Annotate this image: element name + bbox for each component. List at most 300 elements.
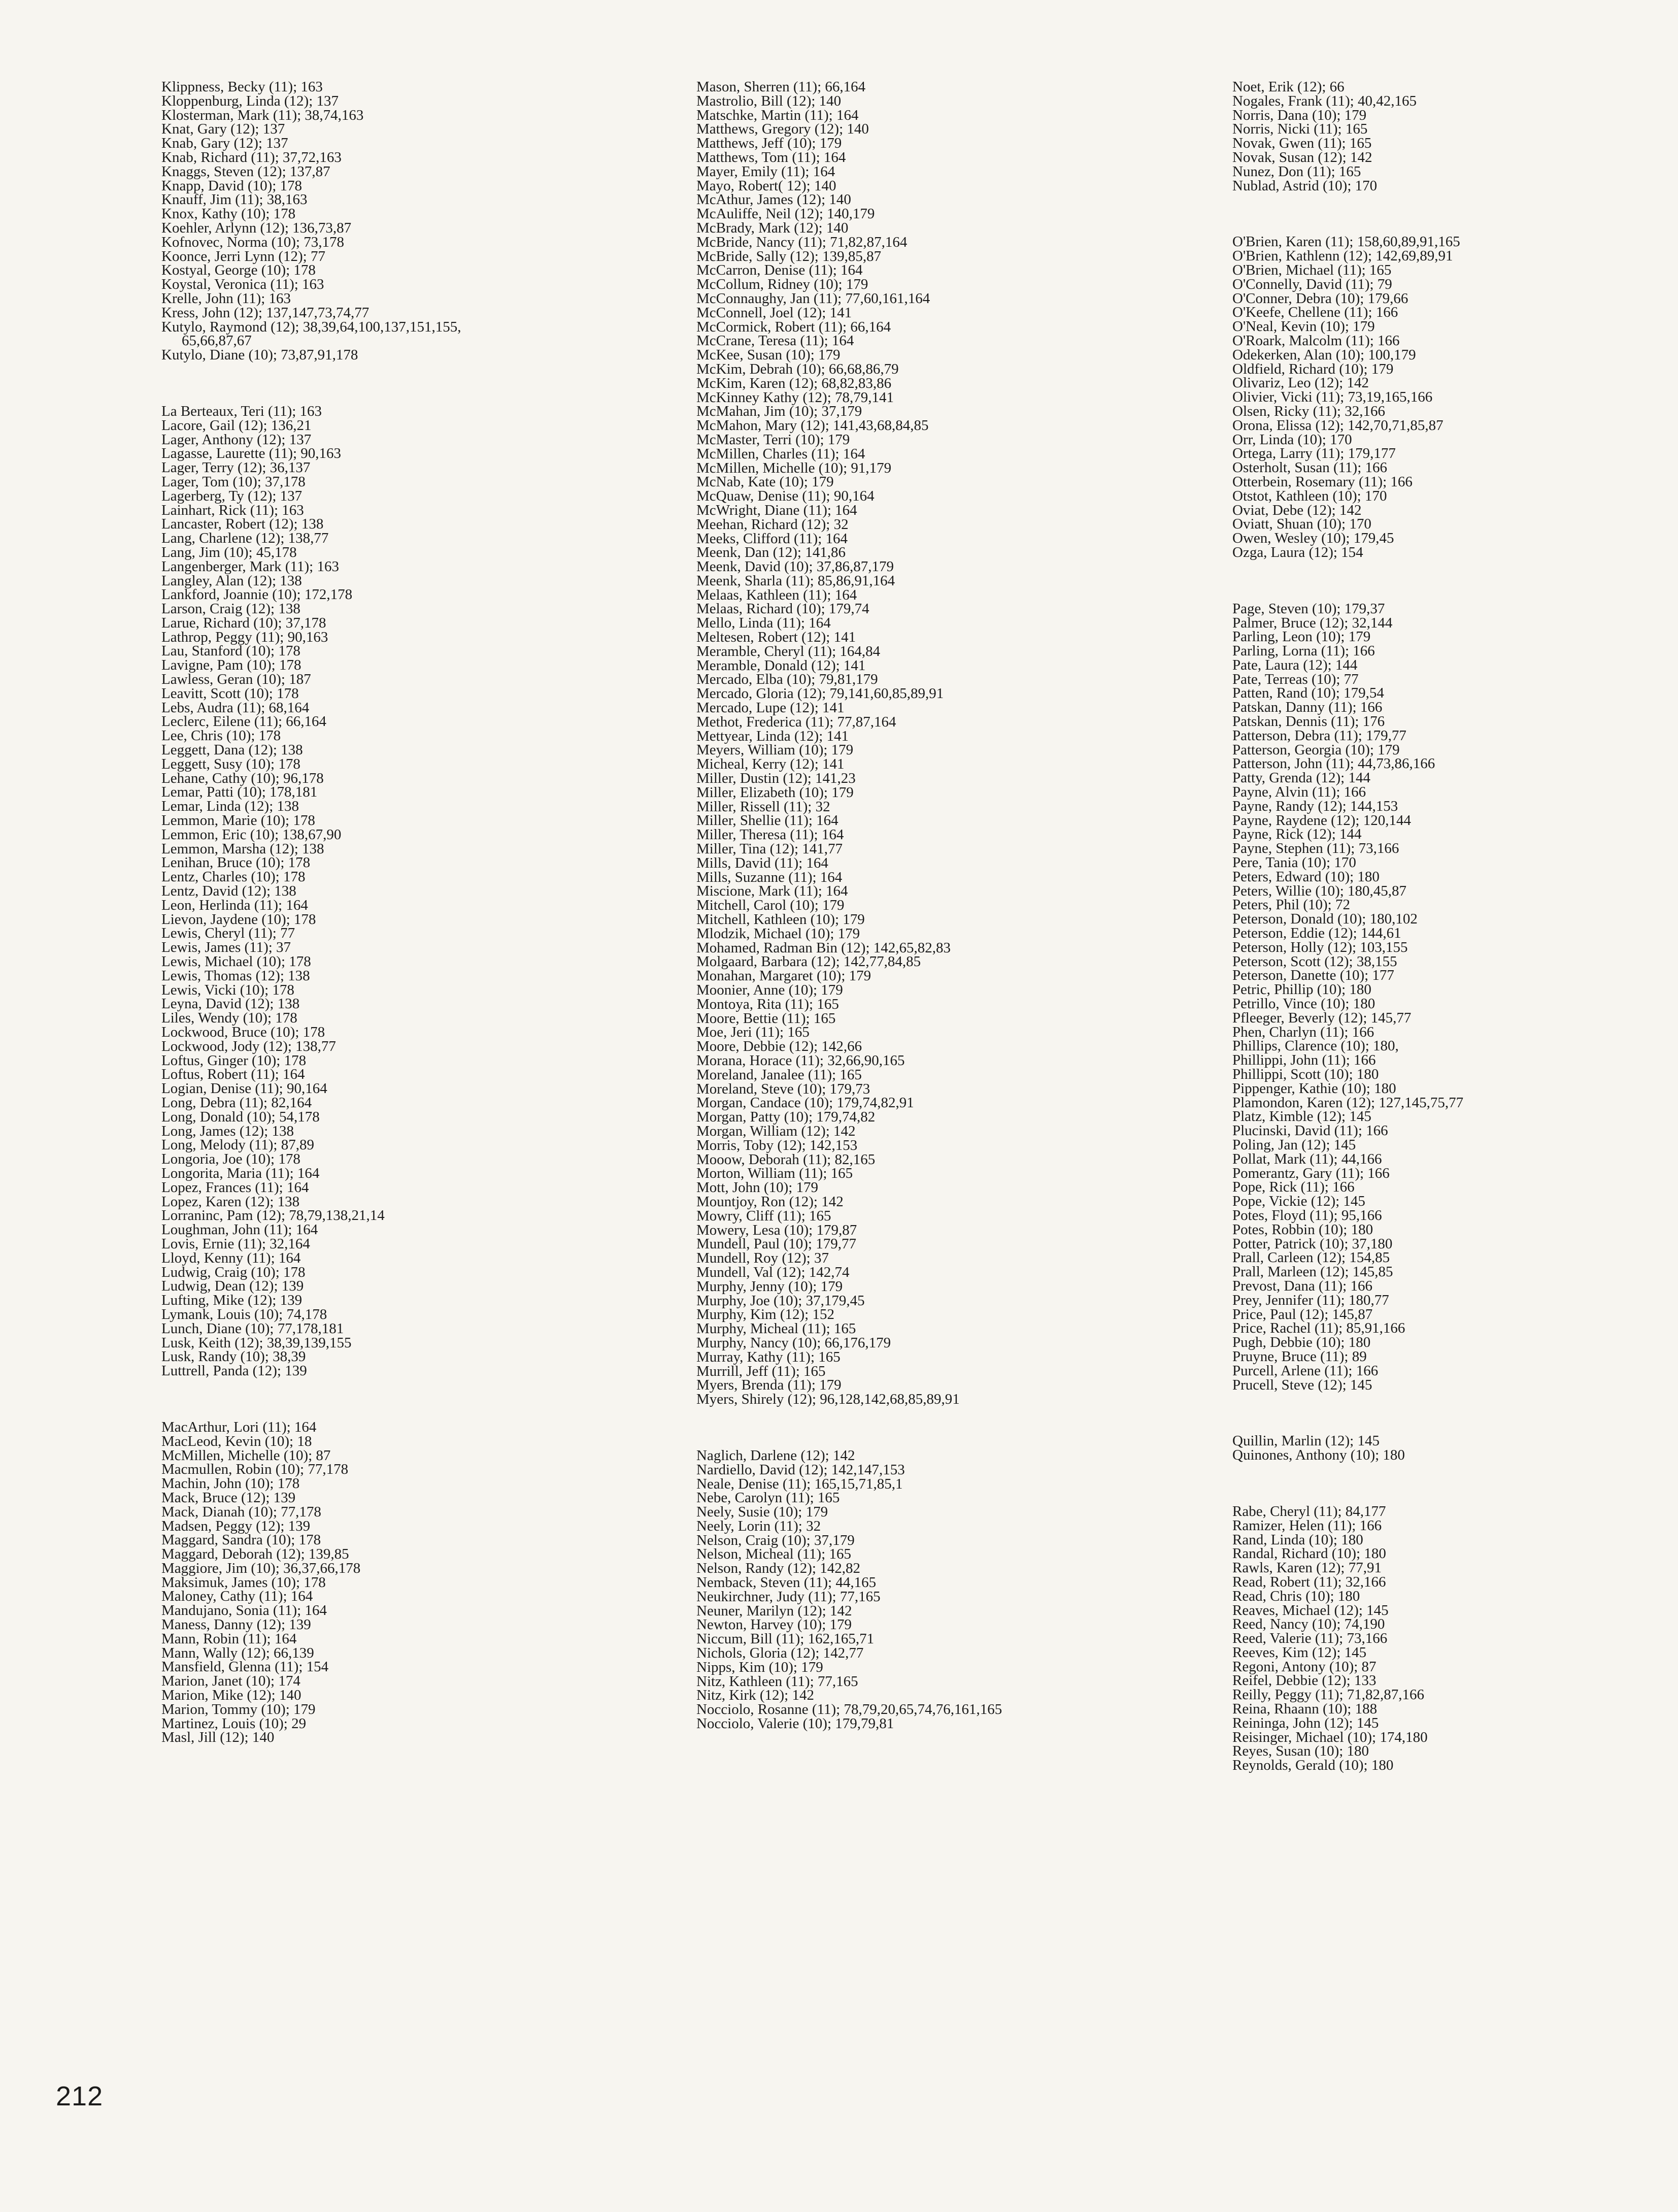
index-entry: Phillips, Clarence (10); 180, bbox=[1232, 1038, 1399, 1054]
index-entry: McQuaw, Denise (11); 90,164 bbox=[696, 488, 875, 505]
index-entry: Lebs, Audra (11); 68,164 bbox=[161, 699, 310, 716]
index-column-1 bbox=[161, 80, 669, 1745]
index-entry: Read, Chris (10); 180 bbox=[1232, 1588, 1360, 1604]
letter-section-divider bbox=[1232, 560, 1649, 602]
index-entry: Kutylo, Diane (10); 73,87,91,178 bbox=[161, 347, 358, 364]
index-entry: McNab, Kate (10); 179 bbox=[696, 474, 834, 490]
index-entry: Mundell, Val (12); 142,74 bbox=[696, 1264, 850, 1280]
index-entry: Moore, Bettie (11); 165 bbox=[696, 1010, 836, 1027]
index-entry: Petrillo, Vince (10); 180 bbox=[1232, 996, 1375, 1012]
index-entry: Lufting, Mike (12); 139 bbox=[161, 1292, 303, 1309]
index-entry: Kutylo, Raymond (12); 38,39,64,100,137,151,155, bbox=[161, 318, 461, 335]
index-entry: Leclerc, Eilene (11); 66,164 bbox=[161, 713, 327, 730]
index-entry: Marion, Tommy (10); 179 bbox=[161, 1701, 316, 1718]
index-entry: Payne, Randy (12); 144,153 bbox=[1232, 798, 1398, 814]
index-entry: Marion, Janet (10); 174 bbox=[161, 1673, 300, 1690]
index-entry: Pope, Vickie (12); 145 bbox=[1232, 1193, 1365, 1210]
index-entry: Pate, Terreas (10); 77 bbox=[1232, 671, 1359, 687]
index-entry: Meehan, Richard (12); 32 bbox=[696, 516, 849, 533]
index-entry: Mack, Dianah (10); 77,178 bbox=[161, 1503, 321, 1520]
index-entry: Lathrop, Peggy (11); 90,163 bbox=[161, 629, 328, 645]
index-entry: Morana, Horace (11); 32,66,90,165 bbox=[696, 1052, 905, 1069]
index-entry: Ludwig, Dean (12); 139 bbox=[161, 1278, 304, 1295]
index-entry: Mack, Bruce (12); 139 bbox=[161, 1489, 296, 1506]
index-entry: Lievon, Jaydene (10); 178 bbox=[161, 911, 316, 928]
index-entry: Knauff, Jim (11); 38,163 bbox=[161, 191, 308, 208]
index-entry: O'Connelly, David (11); 79 bbox=[1232, 276, 1392, 292]
index-entry: Lopez, Karen (12); 138 bbox=[161, 1193, 300, 1210]
index-entry: Maksimuk, James (10); 178 bbox=[161, 1574, 326, 1591]
index-entry: Matthews, Gregory (12); 140 bbox=[696, 121, 869, 138]
index-entry: McMillen, Michelle (10); 91,179 bbox=[696, 459, 892, 476]
index-entry: Pollat, Mark (11); 44,166 bbox=[1232, 1150, 1382, 1167]
index-entry: Mandujano, Sonia (11); 164 bbox=[161, 1602, 327, 1619]
index-entry: La Berteaux, Teri (11); 163 bbox=[161, 403, 322, 419]
index-entry: Oviatt, Shuan (10); 170 bbox=[1232, 516, 1371, 533]
index-entry: Lau, Stanford (10); 178 bbox=[161, 643, 300, 659]
index-entry: Lewis, Vicki (10); 178 bbox=[161, 981, 294, 998]
index-entry: Mercado, Elba (10); 79,81,179 bbox=[696, 671, 878, 688]
index-entry: Newton, Harvey (10); 179 bbox=[696, 1616, 852, 1633]
letter-section-divider bbox=[1232, 193, 1649, 235]
index-entry: Murrill, Jeff (11); 165 bbox=[696, 1363, 826, 1379]
index-entry: McCarron, Denise (11); 164 bbox=[696, 262, 863, 279]
index-entry: O'Roark, Malcolm (11); 166 bbox=[1232, 332, 1400, 349]
index-entry: Lemmon, Marie (10); 178 bbox=[161, 812, 315, 829]
index-entry: Mlodzik, Michael (10); 179 bbox=[696, 925, 860, 942]
index-entry: Peterson, Danette (10); 177 bbox=[1232, 967, 1394, 984]
index-entry: Lager, Tom (10); 37,178 bbox=[161, 473, 306, 490]
index-entry: Leon, Herlinda (11); 164 bbox=[161, 897, 308, 913]
index-entry: McMahan, Jim (10); 37,179 bbox=[696, 403, 862, 420]
index-entry: Mason, Sherren (11); 66,164 bbox=[696, 79, 866, 95]
index-entry: Matthews, Tom (11); 164 bbox=[696, 149, 846, 166]
index-entry: Ozga, Laura (12); 154 bbox=[1232, 544, 1363, 560]
index-entry: Logian, Denise (11); 90,164 bbox=[161, 1080, 327, 1097]
index-entry: Lockwood, Jody (12); 138,77 bbox=[161, 1038, 336, 1054]
index-entry: Machin, John (10); 178 bbox=[161, 1475, 300, 1492]
index-entry: Neale, Denise (11); 165,15,71,85,1 bbox=[696, 1475, 903, 1492]
index-entry: Koonce, Jerri Lynn (12); 77 bbox=[161, 248, 325, 265]
index-entry: Ludwig, Craig (10); 178 bbox=[161, 1264, 306, 1280]
index-entry: Reynolds, Gerald (10); 180 bbox=[1232, 1757, 1394, 1774]
index-entry: Mastrolio, Bill (12); 140 bbox=[696, 92, 842, 109]
index-entry: Odekerken, Alan (10); 100,179 bbox=[1232, 346, 1416, 363]
index-entry: Nogales, Frank (11); 40,42,165 bbox=[1232, 92, 1417, 109]
index-entry: Kofnovec, Norma (10); 73,178 bbox=[161, 234, 344, 250]
index-entry: Quinones, Anthony (10); 180 bbox=[1232, 1447, 1405, 1464]
index-entry: Moe, Jeri (11); 165 bbox=[696, 1024, 810, 1041]
index-entry: Lockwood, Bruce (10); 178 bbox=[161, 1024, 325, 1040]
index-entry: Meeks, Clifford (11); 164 bbox=[696, 530, 848, 547]
index-entry: Lewis, Cheryl (11); 77 bbox=[161, 925, 295, 942]
index-entry: Luttrell, Panda (12); 139 bbox=[161, 1363, 307, 1379]
index-entry: Payne, Rick (12); 144 bbox=[1232, 826, 1362, 843]
index-entry: Nardiello, David (12); 142,147,153 bbox=[696, 1461, 905, 1478]
index-entry: McMaster, Terri (10); 179 bbox=[696, 431, 850, 448]
index-entry: Lang, Jim (10); 45,178 bbox=[161, 544, 297, 560]
index-entry: McKim, Karen (12); 68,82,83,86 bbox=[696, 375, 892, 391]
index-entry: Lenihan, Bruce (10); 178 bbox=[161, 854, 311, 871]
index-entry: Maggard, Sandra (10); 178 bbox=[161, 1532, 321, 1548]
index-entry: Otstot, Kathleen (10); 170 bbox=[1232, 487, 1387, 504]
index-entry: Rawls, Karen (12); 77,91 bbox=[1232, 1560, 1382, 1576]
index-entry: Read, Robert (11); 32,166 bbox=[1232, 1573, 1386, 1590]
index-entry: O'Keefe, Chellene (11); 166 bbox=[1232, 304, 1398, 321]
index-entry: Patskan, Dennis (11); 176 bbox=[1232, 713, 1385, 730]
index-entry: Reifel, Debbie (12); 133 bbox=[1232, 1672, 1377, 1689]
index-entry: Regoni, Antony (10); 87 bbox=[1232, 1658, 1377, 1675]
index-entry: Monahan, Margaret (10); 179 bbox=[696, 968, 871, 984]
index-entry: O'Brien, Kathlenn (12); 142,69,89,91 bbox=[1232, 248, 1453, 265]
index-entry: Platz, Kimble (12); 145 bbox=[1232, 1108, 1371, 1125]
index-entry: Page, Steven (10); 179,37 bbox=[1232, 600, 1385, 617]
index-entry: Pruyne, Bruce (11); 89 bbox=[1232, 1348, 1367, 1365]
index-entry: Phillippi, John (11); 166 bbox=[1232, 1052, 1376, 1069]
index-entry: Klippness, Becky (11); 163 bbox=[161, 79, 323, 95]
index-entry: Lorraninc, Pam (12); 78,79,138,21,14 bbox=[161, 1207, 385, 1224]
index-entry: Nelson, Micheal (11); 165 bbox=[696, 1546, 851, 1563]
index-entry: Kress, John (12); 137,147,73,74,77 bbox=[161, 304, 370, 321]
index-entry: O'Neal, Kevin (10); 179 bbox=[1232, 318, 1375, 335]
index-entry: Potes, Robbin (10); 180 bbox=[1232, 1221, 1373, 1238]
page-number: 212 bbox=[56, 2081, 104, 2111]
index-entry: Lusk, Randy (10); 38,39 bbox=[161, 1348, 306, 1365]
index-entry: McAuliffe, Neil (12); 140,179 bbox=[696, 206, 875, 222]
index-entry: Nitz, Kathleen (11); 77,165 bbox=[696, 1673, 858, 1690]
index-entry: Knapp, David (10); 178 bbox=[161, 177, 303, 194]
index-entry: Mello, Linda (11); 164 bbox=[696, 615, 831, 632]
index-entry: Nemback, Steven (11); 44,165 bbox=[696, 1574, 877, 1591]
index-entry: McBride, Sally (12); 139,85,87 bbox=[696, 248, 882, 265]
index-entry: Matschke, Martin (11); 164 bbox=[696, 107, 859, 123]
index-entry: Poling, Jan (12); 145 bbox=[1232, 1136, 1356, 1153]
index-entry: Miller, Shellie (11); 164 bbox=[696, 812, 838, 829]
index-entry: Lentz, David (12); 138 bbox=[161, 883, 296, 900]
index-entry: Phillippi, Scott (10); 180 bbox=[1232, 1066, 1379, 1082]
index-entry: Myers, Shirely (12); 96,128,142,68,85,89,91 bbox=[696, 1391, 960, 1408]
index-entry: Melaas, Richard (10); 179,74 bbox=[696, 601, 869, 617]
index-entry: 65,66,87,67 bbox=[182, 333, 252, 349]
index-entry: Nipps, Kim (10); 179 bbox=[696, 1659, 823, 1675]
index-entry: McKinney Kathy (12); 78,79,141 bbox=[696, 389, 894, 406]
index-entry: Noet, Erik (12); 66 bbox=[1232, 79, 1345, 95]
index-entry: Leyna, David (12); 138 bbox=[161, 996, 300, 1012]
index-entry: Pope, Rick (11); 166 bbox=[1232, 1179, 1355, 1196]
index-entry: Maloney, Cathy (11); 164 bbox=[161, 1588, 313, 1605]
letter-section-divider bbox=[1232, 1463, 1649, 1505]
index-entry: Prall, Carleen (12); 154,85 bbox=[1232, 1249, 1390, 1266]
index-entry: Prall, Marleen (12); 145,85 bbox=[1232, 1264, 1393, 1280]
index-entry: McWright, Diane (11); 164 bbox=[696, 502, 857, 518]
index-column-3 bbox=[1232, 80, 1649, 1773]
index-entry: Lee, Chris (10); 178 bbox=[161, 728, 281, 744]
index-entry: O'Brien, Karen (11); 158,60,89,91,165 bbox=[1232, 234, 1460, 250]
index-entry: Lopez, Frances (11); 164 bbox=[161, 1179, 309, 1196]
index-entry: Mills, David (11); 164 bbox=[696, 854, 828, 871]
index-entry: Moreland, Janalee (11); 165 bbox=[696, 1066, 862, 1083]
index-entry: Long, Debra (11); 82,164 bbox=[161, 1094, 312, 1111]
index-entry: Mooow, Deborah (11); 82,165 bbox=[696, 1151, 876, 1168]
index-entry: Maggard, Deborah (12); 139,85 bbox=[161, 1546, 349, 1563]
index-entry: Peterson, Scott (12); 38,155 bbox=[1232, 953, 1397, 970]
index-entry: Nublad, Astrid (10); 170 bbox=[1232, 177, 1378, 194]
index-entry: Koystal, Veronica (11); 163 bbox=[161, 276, 324, 293]
index-entry: Matthews, Jeff (10); 179 bbox=[696, 135, 842, 152]
index-entry: Martinez, Louis (10); 29 bbox=[161, 1715, 307, 1732]
index-entry: Randal, Richard (10); 180 bbox=[1232, 1545, 1386, 1562]
index-entry: Loughman, John (11); 164 bbox=[161, 1221, 318, 1238]
index-entry: Murray, Kathy (11); 165 bbox=[696, 1348, 841, 1365]
index-entry: Mann, Wally (12); 66,139 bbox=[161, 1644, 314, 1661]
index-entry: Niccum, Bill (11); 162,165,71 bbox=[696, 1631, 875, 1647]
index-entry: MacLeod, Kevin (10); 18 bbox=[161, 1433, 312, 1449]
index-entry: Lloyd, Kenny (11); 164 bbox=[161, 1249, 301, 1266]
index-entry: Neuner, Marilyn (12); 142 bbox=[696, 1602, 852, 1619]
index-entry: Pomerantz, Gary (11); 166 bbox=[1232, 1165, 1390, 1181]
index-entry: Neely, Lorin (11); 32 bbox=[696, 1517, 821, 1534]
index-entry: Nelson, Craig (10); 37,179 bbox=[696, 1532, 855, 1548]
index-entry: Mayer, Emily (11); 164 bbox=[696, 163, 835, 180]
index-entry: McMillen, Charles (11); 164 bbox=[696, 445, 865, 462]
index-entry: Lacore, Gail (12); 136,21 bbox=[161, 417, 312, 434]
index-entry: Mountjoy, Ron (12); 142 bbox=[696, 1193, 844, 1210]
index-entry: Mills, Suzanne (11); 164 bbox=[696, 869, 843, 885]
index-entry: Knaggs, Steven (12); 137,87 bbox=[161, 163, 330, 180]
index-entry: Miller, Tina (12); 141,77 bbox=[696, 841, 843, 857]
index-entry: Longorita, Maria (11); 164 bbox=[161, 1165, 320, 1181]
index-entry: Reisinger, Michael (10); 174,180 bbox=[1232, 1729, 1428, 1745]
index-entry: Rabe, Cheryl (11); 84,177 bbox=[1232, 1503, 1386, 1520]
index-entry: Long, Melody (11); 87,89 bbox=[161, 1137, 314, 1153]
index-entry: Reina, Rhaann (10); 188 bbox=[1232, 1701, 1378, 1718]
index-entry: Lancaster, Robert (12); 138 bbox=[161, 516, 324, 533]
index-entry: Mowery, Lesa (10); 179,87 bbox=[696, 1221, 857, 1238]
index-entry: Murphy, Jenny (10); 179 bbox=[696, 1278, 843, 1295]
index-entry: Morton, William (11); 165 bbox=[696, 1165, 853, 1182]
index-entry: Prey, Jennifer (11); 180,77 bbox=[1232, 1292, 1389, 1308]
index-entry: Mott, John (10); 179 bbox=[696, 1179, 819, 1196]
index-entry: Lemmon, Marsha (12); 138 bbox=[161, 840, 324, 857]
index-entry: Oldfield, Richard (10); 179 bbox=[1232, 360, 1394, 377]
index-entry: Peterson, Holly (12); 103,155 bbox=[1232, 939, 1408, 955]
index-entry: Reed, Nancy (10); 74,190 bbox=[1232, 1616, 1385, 1633]
index-entry: Murphy, Micheal (11); 165 bbox=[696, 1320, 856, 1337]
index-entry: Pippenger, Kathie (10); 180 bbox=[1232, 1080, 1396, 1097]
index-entry: Patterson, Debra (11); 179,77 bbox=[1232, 727, 1406, 744]
index-entry: Purcell, Arlene (11); 166 bbox=[1232, 1362, 1379, 1379]
index-entry: Meltesen, Robert (12); 141 bbox=[696, 629, 856, 646]
index-entry: Patskan, Danny (11); 166 bbox=[1232, 699, 1383, 716]
index-entry: Moonier, Anne (10); 179 bbox=[696, 982, 843, 998]
index-entry: Miller, Dustin (12); 141,23 bbox=[696, 770, 856, 787]
index-entry: Parling, Lorna (11); 166 bbox=[1232, 643, 1375, 659]
index-entry: Nitz, Kirk (12); 142 bbox=[696, 1687, 814, 1704]
index-entry: Otterbein, Rosemary (11); 166 bbox=[1232, 473, 1413, 490]
index-entry: Quillin, Marlin (12); 145 bbox=[1232, 1433, 1380, 1449]
index-entry: McConnell, Joel (12); 141 bbox=[696, 304, 852, 321]
index-entry: Murphy, Joe (10); 37,179,45 bbox=[696, 1292, 865, 1309]
index-entry: Phen, Charlyn (11); 166 bbox=[1232, 1024, 1374, 1040]
index-entry: Long, James (12); 138 bbox=[161, 1122, 294, 1139]
index-entry: Langenberger, Mark (11); 163 bbox=[161, 558, 339, 575]
index-entry: Lager, Anthony (12); 137 bbox=[161, 431, 312, 448]
index-entry: Knox, Kathy (10); 178 bbox=[161, 206, 296, 222]
index-entry: Nocciolo, Valerie (10); 179,79,81 bbox=[696, 1715, 894, 1732]
index-entry: Petric, Phillip (10); 180 bbox=[1232, 981, 1371, 998]
index-entry: Potes, Floyd (11); 95,166 bbox=[1232, 1207, 1382, 1224]
index-entry: McCollum, Ridney (10); 179 bbox=[696, 276, 868, 293]
index-entry: Lymank, Louis (10); 74,178 bbox=[161, 1306, 327, 1323]
index-entry: Nebe, Carolyn (11); 165 bbox=[696, 1490, 840, 1506]
index-entry: Lawless, Geran (10); 187 bbox=[161, 671, 311, 688]
index-entry: Owen, Wesley (10); 179,45 bbox=[1232, 530, 1394, 547]
index-entry: Nocciolo, Rosanne (11); 78,79,20,65,74,76,161,165 bbox=[696, 1701, 1002, 1718]
index-entry: Masl, Jill (12); 140 bbox=[161, 1729, 275, 1746]
index-entry: Leggett, Dana (12); 138 bbox=[161, 742, 303, 758]
index-entry: MacArthur, Lori (11); 164 bbox=[161, 1418, 317, 1435]
letter-section-divider bbox=[161, 362, 669, 405]
index-entry: Patterson, Georgia (10); 179 bbox=[1232, 741, 1400, 758]
index-entry: Lovis, Ernie (11); 32,164 bbox=[161, 1235, 310, 1252]
index-entry: Pere, Tania (10); 170 bbox=[1232, 854, 1356, 871]
index-entry: Mayo, Robert( 12); 140 bbox=[696, 177, 836, 194]
index-entry: McConnaughy, Jan (11); 77,60,161,164 bbox=[696, 290, 930, 307]
index-entry: O'Conner, Debra (10); 179,66 bbox=[1232, 290, 1408, 307]
index-entry: Naglich, Darlene (12); 142 bbox=[696, 1447, 855, 1464]
index-entry: Price, Paul (12); 145,87 bbox=[1232, 1306, 1373, 1323]
index-entry: Miller, Elizabeth (10); 179 bbox=[696, 784, 854, 801]
index-entry: Nunez, Don (11); 165 bbox=[1232, 163, 1361, 180]
index-entry: Loftus, Ginger (10); 178 bbox=[161, 1052, 307, 1069]
index-entry: Oviat, Debe (12); 142 bbox=[1232, 502, 1362, 518]
index-entry: Madsen, Peggy (12); 139 bbox=[161, 1517, 311, 1534]
index-entry: Moreland, Steve (10); 179,73 bbox=[696, 1080, 870, 1097]
index-entry: Price, Rachel (11); 85,91,166 bbox=[1232, 1320, 1405, 1337]
index-entry: Myers, Brenda (11); 179 bbox=[696, 1377, 842, 1394]
index-entry: Pate, Laura (12); 144 bbox=[1232, 656, 1358, 673]
index-entry: McMahon, Mary (12); 141,43,68,84,85 bbox=[696, 417, 929, 434]
index-entry: Kostyal, George (10); 178 bbox=[161, 262, 316, 279]
index-entry: Lemmon, Eric (10); 138,67,90 bbox=[161, 826, 342, 843]
index-entry: McCormick, Robert (11); 66,164 bbox=[696, 318, 891, 335]
index-entry: Moore, Debbie (12); 142,66 bbox=[696, 1038, 862, 1055]
index-entry: Reeves, Kim (12); 145 bbox=[1232, 1644, 1367, 1661]
index-entry: Mitchell, Kathleen (10); 179 bbox=[696, 911, 865, 928]
index-entry: Payne, Alvin (11); 166 bbox=[1232, 784, 1366, 801]
index-entry: Olivier, Vicki (11); 73,19,165,166 bbox=[1232, 389, 1433, 406]
index-entry: Pugh, Debbie (10); 180 bbox=[1232, 1334, 1371, 1351]
index-entry: Larson, Craig (12); 138 bbox=[161, 601, 300, 617]
index-entry: Murphy, Nancy (10); 66,176,179 bbox=[696, 1334, 891, 1351]
index-entry: Olivariz, Leo (12); 142 bbox=[1232, 375, 1369, 391]
index-entry: Lagerberg, Ty (12); 137 bbox=[161, 487, 303, 504]
index-entry: Ramizer, Helen (11); 166 bbox=[1232, 1517, 1382, 1534]
index-entry: Plucinski, David (11); 166 bbox=[1232, 1122, 1388, 1139]
index-entry: Norris, Nicki (11); 165 bbox=[1232, 121, 1368, 138]
index-entry: Mundell, Roy (12); 37 bbox=[696, 1250, 829, 1267]
index-entry: Lunch, Diane (10); 77,178,181 bbox=[161, 1320, 344, 1337]
index-entry: Mitchell, Carol (10); 179 bbox=[696, 897, 845, 914]
index-entry: Reilly, Peggy (11); 71,82,87,166 bbox=[1232, 1687, 1425, 1703]
index-entry: Lemar, Patti (10); 178,181 bbox=[161, 784, 318, 801]
index-entry: Lagasse, Laurette (11); 90,163 bbox=[161, 445, 342, 462]
index-entry: Melaas, Kathleen (11); 164 bbox=[696, 586, 857, 603]
index-entry: Lemar, Linda (12); 138 bbox=[161, 798, 299, 815]
index-entry: Mohamed, Radman Bin (12); 142,65,82,83 bbox=[696, 939, 951, 956]
index-entry: Mansfield, Glenna (11); 154 bbox=[161, 1659, 329, 1675]
index-entry: Lewis, James (11); 37 bbox=[161, 939, 291, 956]
index-entry: Morgan, Candace (10); 179,74,82,91 bbox=[696, 1095, 914, 1111]
index-entry: Murphy, Kim (12); 152 bbox=[696, 1306, 834, 1323]
index-entry: Maness, Danny (12); 139 bbox=[161, 1616, 311, 1633]
index-entry: McBride, Nancy (11); 71,82,87,164 bbox=[696, 234, 908, 250]
index-entry: McAthur, James (12); 140 bbox=[696, 191, 851, 208]
index-entry: Knab, Gary (12); 137 bbox=[161, 135, 288, 152]
index-entry: Lusk, Keith (12); 38,39,139,155 bbox=[161, 1334, 352, 1351]
index-entry: Larue, Richard (10); 37,178 bbox=[161, 614, 326, 631]
index-entry: Mann, Robin (11); 164 bbox=[161, 1630, 297, 1647]
letter-section-divider bbox=[161, 1378, 669, 1421]
index-entry: Rand, Linda (10); 180 bbox=[1232, 1531, 1363, 1548]
index-entry: Longoria, Joe (10); 178 bbox=[161, 1151, 300, 1168]
index-entry: Mettyear, Linda (12); 141 bbox=[696, 728, 849, 744]
index-entry: Meenk, Sharla (11); 85,86,91,164 bbox=[696, 572, 895, 589]
index-entry: Lewis, Thomas (12); 138 bbox=[161, 967, 310, 984]
index-entry: Kloppenburg, Linda (12); 137 bbox=[161, 92, 339, 109]
index-entry: Potter, Patrick (10); 37,180 bbox=[1232, 1235, 1393, 1252]
index-entry: Peterson, Eddie (12); 144,61 bbox=[1232, 925, 1401, 942]
index-entry: Norris, Dana (10); 179 bbox=[1232, 107, 1367, 123]
index-entry: Molgaard, Barbara (12); 142,77,84,85 bbox=[696, 953, 921, 970]
index-entry: Plamondon, Karen (12); 127,145,75,77 bbox=[1232, 1094, 1464, 1111]
index-entry: Morgan, William (12); 142 bbox=[696, 1122, 856, 1139]
index-entry: Lager, Terry (12); 36,137 bbox=[161, 459, 311, 476]
index-entry: Meramble, Donald (12); 141 bbox=[696, 657, 866, 674]
index-entry: Knab, Richard (11); 37,72,163 bbox=[161, 149, 342, 166]
index-entry: Meramble, Cheryl (11); 164,84 bbox=[696, 643, 881, 659]
index-entry: Liles, Wendy (10); 178 bbox=[161, 1010, 297, 1027]
index-entry: Miller, Theresa (11); 164 bbox=[696, 827, 844, 843]
index-entry: Meenk, Dan (12); 141,86 bbox=[696, 544, 846, 561]
index-entry: Koehler, Arlynn (12); 136,73,87 bbox=[161, 219, 352, 236]
index-entry: Krelle, John (11); 163 bbox=[161, 290, 291, 307]
index-entry: Reed, Valerie (11); 73,166 bbox=[1232, 1630, 1388, 1647]
index-entry: Reyes, Susan (10); 180 bbox=[1232, 1743, 1369, 1760]
index-entry: Lankford, Joannie (10); 172,178 bbox=[161, 586, 353, 603]
letter-section-divider bbox=[1232, 1392, 1649, 1434]
index-entry: Morgan, Patty (10); 179,74,82 bbox=[696, 1109, 876, 1126]
index-entry: McKim, Debrah (10); 66,68,86,79 bbox=[696, 360, 899, 377]
index-entry: Payne, Stephen (11); 73,166 bbox=[1232, 840, 1399, 857]
index-entry: Meenk, David (10); 37,86,87,179 bbox=[696, 558, 894, 575]
index-entry: Prucell, Steve (12); 145 bbox=[1232, 1376, 1372, 1393]
index-entry: Peters, Phil (10); 72 bbox=[1232, 897, 1350, 913]
index-entry: Novak, Susan (12); 142 bbox=[1232, 149, 1372, 166]
index-entry: Methot, Frederica (11); 77,87,164 bbox=[696, 713, 896, 730]
index-entry: Palmer, Bruce (12); 32,144 bbox=[1232, 614, 1393, 631]
index-entry: Klosterman, Mark (11); 38,74,163 bbox=[161, 107, 364, 123]
index-entry: Peters, Edward (10); 180 bbox=[1232, 868, 1380, 885]
index-entry: Peterson, Donald (10); 180,102 bbox=[1232, 911, 1418, 928]
index-entry: Miscione, Mark (11); 164 bbox=[696, 883, 848, 900]
index-entry: Maggiore, Jim (10); 36,37,66,178 bbox=[161, 1560, 361, 1576]
index-entry: Neely, Susie (10); 179 bbox=[696, 1504, 828, 1521]
index-entry: Lavigne, Pam (10); 178 bbox=[161, 657, 301, 674]
index-entry: Ortega, Larry (11); 179,177 bbox=[1232, 445, 1396, 462]
index-entry: Parling, Leon (10); 179 bbox=[1232, 629, 1371, 645]
index-entry: Reininga, John (12); 145 bbox=[1232, 1714, 1379, 1731]
